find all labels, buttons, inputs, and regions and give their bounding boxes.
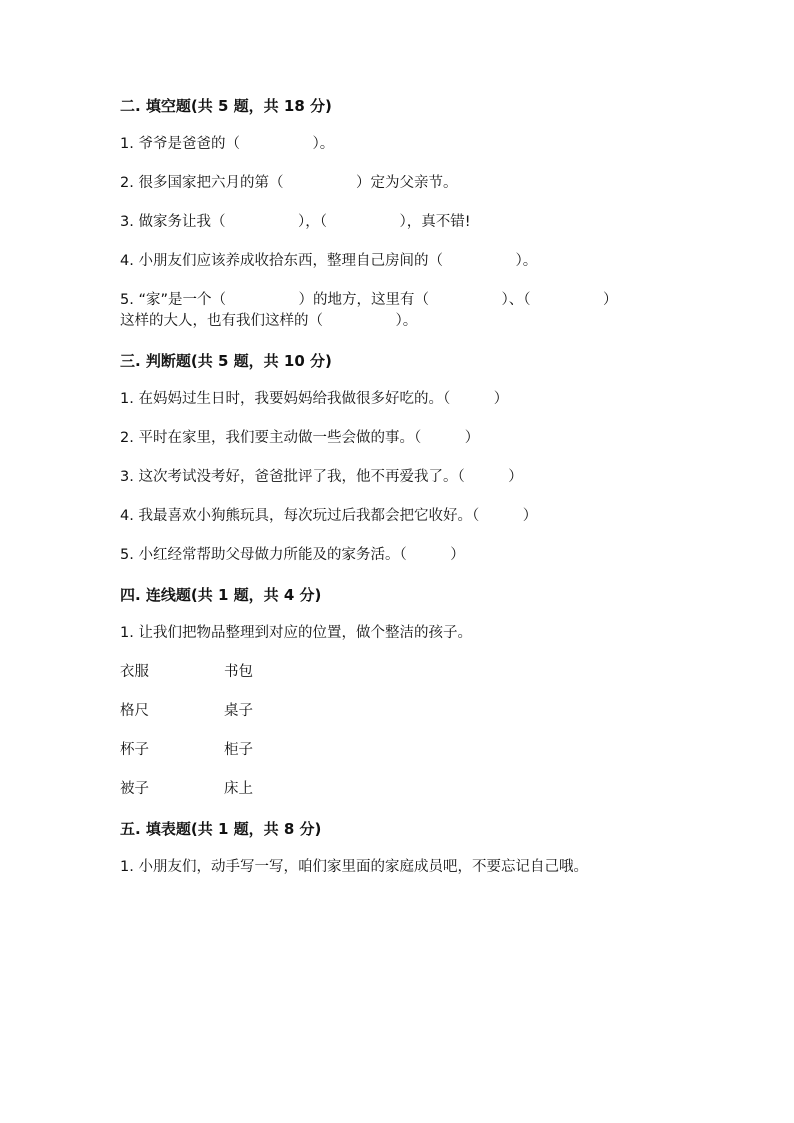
match-right-item: 书包 <box>224 664 253 680</box>
question-judge-5: 5. 小红经常帮助父母做力所能及的家务活。（ ） <box>120 547 465 563</box>
question-fill-3: 3. 做家务让我（ ），（ ），真不错! <box>120 214 471 230</box>
match-pair-row <box>120 662 734 683</box>
question-judge-3: 3. 这次考试没考好，爸爸批评了我，他不再爱我了。（ ） <box>120 469 523 485</box>
section-title-fill-table: 五. 填表题(共 1 题，共 8 分) <box>120 820 322 838</box>
match-right-item: 床上 <box>224 781 253 797</box>
section-title-fill-blank: 二. 填空题(共 5 题，共 18 分) <box>120 97 332 115</box>
match-left-item: 杯子 <box>120 742 149 758</box>
question-fill-1: 1. 爷爷是爸爸的（ ）。 <box>120 136 335 152</box>
question-judge-2: 2. 平时在家里，我们要主动做一些会做的事。（ ） <box>120 430 480 446</box>
match-pair-row <box>120 701 734 722</box>
match-pair-row <box>120 740 734 761</box>
question-match-1: 1. 让我们把物品整理到对应的位置，做个整洁的孩子。 <box>120 625 472 641</box>
match-pair-row <box>120 779 734 800</box>
question-table-1: 1. 小朋友们，动手写一写，咱们家里面的家庭成员吧，不要忘记自己哦。 <box>120 859 588 875</box>
match-right-item: 柜子 <box>224 742 253 758</box>
question-judge-4: 4. 我最喜欢小狗熊玩具，每次玩过后我都会把它收好。（ ） <box>120 508 538 524</box>
section-title-matching: 四. 连线题(共 1 题，共 4 分) <box>120 586 322 604</box>
question-fill-5: 5. “家”是一个（ ）的地方，这里有（ ）、（ ） 这样的大人，也有我们这样的（ ）。 <box>120 292 618 329</box>
question-fill-2: 2. 很多国家把六月的第（ ）定为父亲节。 <box>120 175 458 191</box>
question-fill-4: 4. 小朋友们应该养成收拾东西，整理自己房间的（ ）。 <box>120 253 538 269</box>
match-left-item: 衣服 <box>120 664 149 680</box>
match-left-item: 格尺 <box>120 703 149 719</box>
match-right-item: 桌子 <box>224 703 253 719</box>
match-left-item: 被子 <box>120 781 149 797</box>
section-title-true-false: 三. 判断题(共 5 题，共 10 分) <box>120 352 332 370</box>
question-judge-1: 1. 在妈妈过生日时，我要妈妈给我做很多好吃的。（ ） <box>120 391 509 407</box>
